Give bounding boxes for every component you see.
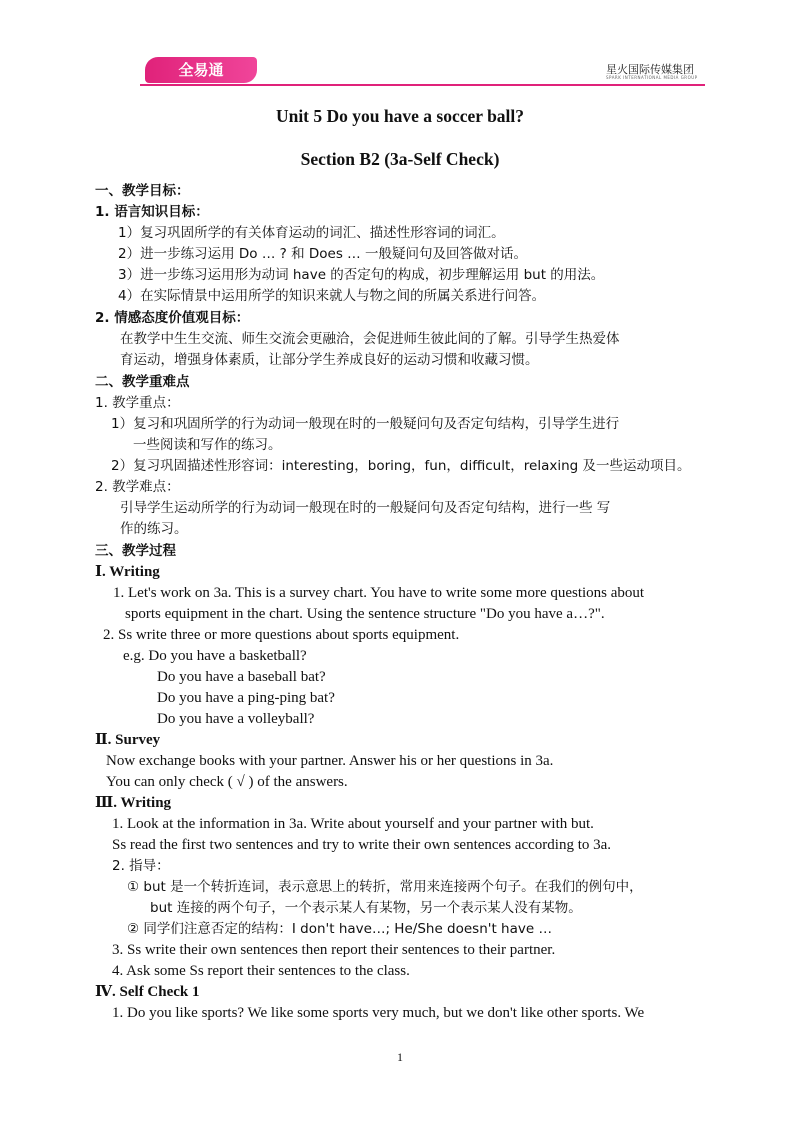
section-heading-writing-2: Ⅲ. Writing [95,795,172,811]
publisher-name: 星火国际传媒集团 [606,63,694,76]
section-heading-survey: Ⅱ. Survey [95,732,161,748]
example-line: Do you have a volleyball? [157,711,315,727]
paragraph-line: 1. Do you like sports? We like some sports very much, but we don't like other sports. We [112,1005,645,1021]
goal-line: 1）复习巩固所学的有关体育运动的词汇、描述性形容词的词汇。 [118,225,505,241]
section-heading-writing: Ⅰ. Writing [95,564,160,580]
example-line: Do you have a ping-ping bat? [157,690,335,706]
subheading-difficulty: 2. 教学难点： [95,479,180,495]
example-line: e.g. Do you have a basketball? [123,648,307,664]
paragraph-line: ① but 是一个转折连词，表示意思上的转折，常用来连接两个句子。在我们的例句中， [127,879,643,895]
paragraph-line: Ss read the first two sentences and try to write their own sentences according to 3a. [112,837,612,853]
section-heading-self-check: Ⅳ. Self Check 1 [95,984,200,1000]
goal-line: 4）在实际情景中运用所学的知识来就人与物之间的所属关系进行问答。 [118,288,546,304]
page-subtitle: Section B2 (3a-Self Check) [300,149,500,169]
subheading-focus: 1. 教学重点： [95,395,180,411]
heading-key-points: 二、教学重难点 [95,374,190,390]
paragraph-line: Now exchange books with your partner. Answer his or her questions in 3a. [106,753,554,769]
page-number: 1 [397,1050,403,1064]
heading-process: 三、教学过程 [95,543,176,559]
example-line: Do you have a baseball bat? [157,669,326,685]
publisher-subtitle: SPARK INTERNATIONAL MEDIA GROUP [606,75,698,80]
page-title: Unit 5 Do you have a soccer ball? [275,106,525,126]
paragraph-line: 2）复习巩固描述性形容词：interesting，boring，fun，difficult，relaxing 及一些运动项目。 [111,458,691,474]
paragraph-line: 2. 指导： [112,858,170,874]
paragraph-line: 3. Ss write their own sentences then report their sentences to their partner. [112,942,556,958]
paragraph-line: 1. Look at the information in 3a. Write about yourself and your partner with but. [112,816,594,832]
paragraph-line: but 连接的两个句子，一个表示某人有某物，另一个表示某人没有某物。 [150,900,582,916]
paragraph-line: 1）复习和巩固所学的行为动词一般现在时的一般疑问句及否定句结构，引导学生进行 [111,416,620,432]
paragraph-line: You can only check ( √ ) of the answers. [106,774,348,790]
paragraph-line: ② 同学们注意否定的结构：I don't have…; He/She doesn't have … [127,921,552,937]
heading-objectives: 一、教学目标： [95,183,190,199]
heading-language-goals: 1. 语言知识目标： [95,204,209,220]
goal-line: 2）进一步练习运用 Do … ? 和 Does … 一般疑问句及回答做对话。 [118,246,527,262]
header-divider [140,84,705,86]
paragraph-line: 4. Ask some Ss report their sentences to the class. [112,963,410,979]
goal-line: 3）进一步练习运用形为动词 have 的否定句的构成，初步理解运用 but 的用法。 [118,267,605,283]
paragraph-line: 在教学中生生交流、师生交流会更融洽，会促进师生彼此间的了解。引导学生热爱体 [120,331,620,347]
paragraph-line: 1. Let's work on 3a. This is a survey chart. You have to write some more questions about [113,585,645,601]
paragraph-line: 引导学生运动所学的行为动词一般现在时的一般疑问句及否定句结构，进行一些 写 [120,500,611,516]
paragraph-line: 育运动，增强身体素质，让部分学生养成良好的运动习惯和收藏习惯。 [120,352,539,368]
paragraph-line: sports equipment in the chart. Using the sentence structure "Do you have a…?". [125,606,605,622]
paragraph-line: 一些阅读和写作的练习。 [133,437,282,453]
heading-attitude-goals: 2. 情感态度价值观目标： [95,310,250,326]
logo: 全易通 [145,57,257,83]
paragraph-line: 2. Ss write three or more questions about sports equipment. [103,627,460,643]
paragraph-line: 作的练习。 [120,521,188,537]
